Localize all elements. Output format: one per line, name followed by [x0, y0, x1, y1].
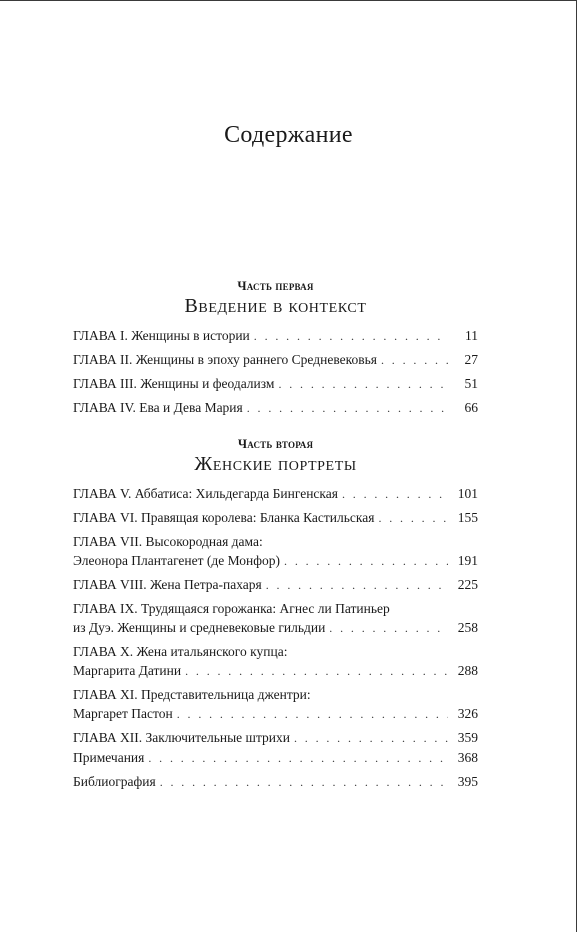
entry-text: из Дуэ. Женщины и средневековые гильдии	[73, 620, 326, 635]
dot-leader	[342, 485, 448, 504]
dot-leader	[247, 399, 448, 418]
dot-leader	[266, 576, 448, 595]
entry-text: ГЛАВА VIII. Жена Петра-пахаря	[73, 577, 262, 592]
dot-leader	[278, 375, 448, 394]
entry-text: ГЛАВА IV. Ева и Дева Мария	[73, 400, 243, 415]
entry-first-line: ГЛАВА XI. Представительница джентри:	[73, 687, 311, 702]
page-number: 191	[457, 553, 478, 568]
dot-leader	[185, 662, 448, 681]
toc-entry-chapter-3[interactable]	[73, 374, 478, 394]
toc-entry-notes[interactable]	[73, 748, 478, 768]
page-number: 225	[457, 577, 478, 592]
page-top-edge	[0, 0, 577, 1]
toc-entry-bibliography[interactable]	[73, 772, 478, 792]
toc-entry-chapter-1[interactable]	[73, 326, 478, 346]
entry-text: Элеонора Плантагенет (де Монфор)	[73, 553, 281, 568]
entry-text: Примечания	[73, 750, 145, 765]
page-number: 395	[457, 774, 478, 789]
entry-text: Маргарита Датини	[73, 663, 182, 678]
part-section-2	[73, 437, 478, 752]
entry-text: ГЛАВА VI. Правящая королева: Бланка Кастильская	[73, 510, 375, 525]
dot-leader	[329, 619, 448, 638]
toc-entry-chapter-10[interactable]	[73, 642, 478, 681]
entry-text: ГЛАВА I. Женщины в истории	[73, 328, 250, 343]
page-number: 359	[457, 730, 478, 745]
entry-text: ГЛАВА II. Женщины в эпоху раннего Средневековья	[73, 352, 377, 367]
entry-text: ГЛАВА III. Женщины и феодализм	[73, 376, 275, 391]
toc-entry-chapter-8[interactable]	[73, 575, 478, 595]
dot-leader	[177, 705, 448, 724]
page-number: 258	[457, 620, 478, 635]
dot-leader	[160, 773, 448, 792]
part-label: Часть первая	[237, 279, 314, 293]
toc-entry-chapter-11[interactable]	[73, 685, 478, 724]
page-title: Содержание	[224, 122, 353, 148]
part-section-1	[73, 279, 478, 422]
entry-text: Библиография	[73, 774, 156, 789]
chapter-list	[73, 326, 478, 418]
toc-entry-chapter-4[interactable]	[73, 398, 478, 418]
toc-entry-chapter-7[interactable]	[73, 532, 478, 571]
dot-leader	[378, 509, 448, 528]
toc-entry-chapter-2[interactable]	[73, 350, 478, 370]
entry-text: ГЛАВА V. Аббатиса: Хильдегарда Бингенская	[73, 486, 338, 501]
entry-text: Маргарет Пастон	[73, 706, 173, 721]
page-number: 11	[465, 328, 478, 343]
toc-entry-chapter-12[interactable]	[73, 728, 478, 748]
page-number: 66	[464, 400, 478, 415]
page-number: 368	[457, 750, 478, 765]
entry-text: ГЛАВА XII. Заключительные штрихи	[73, 730, 290, 745]
part-label: Часть вторая	[237, 437, 314, 451]
dot-leader	[284, 552, 448, 571]
dot-leader	[381, 351, 448, 370]
chapter-list	[73, 484, 478, 748]
dot-leader	[148, 749, 448, 768]
entry-first-line: ГЛАВА X. Жена итальянского купца:	[73, 644, 288, 659]
entry-first-line: ГЛАВА IX. Трудящаяся горожанка: Агнес ли Патиньер	[73, 601, 390, 616]
page-number: 27	[464, 352, 478, 367]
toc-entry-chapter-9[interactable]	[73, 599, 478, 638]
dot-leader	[254, 327, 448, 346]
entry-first-line: ГЛАВА VII. Высокородная дама:	[73, 534, 263, 549]
page-number: 155	[457, 510, 478, 525]
page-number: 288	[457, 663, 478, 678]
part-name: Женские портреты	[194, 453, 357, 475]
dot-leader	[294, 729, 448, 748]
toc-entry-chapter-5[interactable]	[73, 484, 478, 504]
toc-entry-chapter-6[interactable]	[73, 508, 478, 528]
back-matter-list	[73, 748, 478, 796]
page-number: 51	[464, 376, 478, 391]
page-number: 101	[457, 486, 478, 501]
page-number: 326	[457, 706, 478, 721]
part-name: Введение в контекст	[184, 295, 367, 317]
